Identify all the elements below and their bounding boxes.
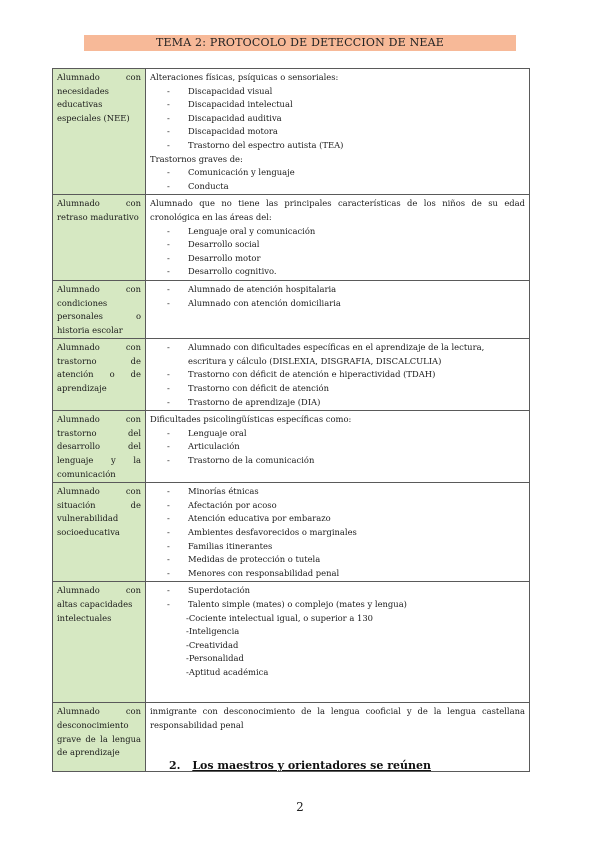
table-row xyxy=(53,69,530,195)
list-subitem: -Creatividad xyxy=(186,639,239,650)
list-subitem: -Aptitud académica xyxy=(186,666,269,677)
table-row xyxy=(53,339,530,411)
page-number: 2 xyxy=(296,800,304,814)
row-intro: Dificultades psicolingüísticas específicas como: xyxy=(150,414,352,425)
table-row xyxy=(53,582,530,703)
list-item: - Medidas de protección o tutela xyxy=(150,553,525,567)
row-content xyxy=(146,69,530,195)
row-content xyxy=(146,411,530,483)
list-item: - Atención educativa por embarazo xyxy=(150,512,525,526)
row-text: inmigrante con desconocimiento de la lengua cooficial y de la lengua castellana xyxy=(150,706,525,717)
list-item: - Trastorno del espectro autista (TEA) xyxy=(150,139,525,153)
section-number: 2. xyxy=(168,759,181,772)
section-heading xyxy=(0,759,600,772)
list-item: - Trastorno de aprendizaje (DIA) xyxy=(150,396,525,410)
row-content xyxy=(146,280,530,338)
list-item: - Discapacidad motora xyxy=(150,125,525,139)
row-label: Alumnado con necesidades educativas especiales (NEE) xyxy=(53,69,146,195)
row-label: Alumnado con retraso madurativo xyxy=(53,195,146,281)
list-item: - Discapacidad intelectual xyxy=(150,98,525,112)
list-item: - Desarrollo social xyxy=(150,238,525,252)
table-row xyxy=(53,411,530,483)
table-row xyxy=(53,280,530,338)
list-item: - Trastorno de la comunicación xyxy=(150,454,525,468)
list-item: - Ambientes desfavorecidos o marginales xyxy=(150,526,525,540)
list-item: - Minorías étnicas xyxy=(150,485,525,499)
list-item: - Desarrollo cognitivo. xyxy=(150,265,525,279)
list-item: - Discapacidad auditiva xyxy=(150,112,525,126)
list-item: - Discapacidad visual xyxy=(150,85,525,99)
row-intro: Alteraciones físicas, psíquicas o sensoriales: xyxy=(150,72,339,82)
row-label: Alumnado con condiciones personales o historia escolar xyxy=(53,280,146,338)
row-label: Alumnado con desconocimiento grave de la lengua de aprendizaje xyxy=(53,703,146,772)
row-content xyxy=(146,582,530,703)
section-title: Los maestros y orientadores se reúnen xyxy=(192,759,431,772)
list-item: - Comunicación y lenguaje xyxy=(150,166,525,180)
list-subitem: -Inteligencia xyxy=(186,626,240,637)
list-item: - Alumnado de atención hospitalaria xyxy=(150,283,525,297)
list-item: - Desarrollo motor xyxy=(150,252,525,266)
list-subitem: -Personalidad xyxy=(186,653,244,664)
list-item: - Afectación por acoso xyxy=(150,499,525,513)
row-label: Alumnado con trastorno del desarrollo del lenguaje y la comunicación xyxy=(53,411,146,483)
row-content xyxy=(146,195,530,281)
list-item: - Familias itinerantes xyxy=(150,540,525,554)
list-item: - Conducta xyxy=(150,180,525,194)
row-intro: Alumnado que no tiene las principales características de los niños de su edad cronológica en las áreas del: xyxy=(150,198,525,222)
row-intro: Trastornos graves de: xyxy=(150,153,243,164)
list-item: - Superdotación xyxy=(150,584,525,598)
list-item: - Lenguaje oral xyxy=(150,427,525,441)
list-item: - Alumnado con atención domiciliaria xyxy=(150,297,525,311)
neae-table xyxy=(52,68,530,772)
row-label: Alumnado con altas capacidades intelectuales xyxy=(53,582,146,703)
row-content xyxy=(146,483,530,582)
page-header: TEMA 2: PROTOCOLO DE DETECCION DE NEAE xyxy=(84,35,516,51)
row-text: responsabilidad penal xyxy=(150,719,244,730)
row-content xyxy=(146,339,530,411)
table-row xyxy=(53,483,530,582)
row-label: Alumnado con trastorno de atención o de aprendizaje xyxy=(53,339,146,411)
list-item: - Lenguaje oral y comunicación xyxy=(150,225,525,239)
list-item: - Articulación xyxy=(150,440,525,454)
list-item: - Trastorno con déficit de atención e hiperactividad (TDAH) xyxy=(150,368,525,382)
list-item: - Alumnado con dificultades específicas en el aprendizaje de la lectura, escritura y cálculo (DISLEXIA, DISGRAFIA, DISCALCULIA) xyxy=(150,341,525,368)
list-item: - Menores con responsabilidad penal xyxy=(150,567,525,581)
list-subitem: -Cociente intelectual igual, o superior a 130 xyxy=(186,612,373,623)
list-item: - Talento simple (mates) o complejo (mates y lengua) xyxy=(150,598,525,612)
table-row xyxy=(53,195,530,281)
list-item: - Trastorno con déficit de atención xyxy=(150,382,525,396)
row-label: Alumnado con situación de vulnerabilidad socioeducativa xyxy=(53,483,146,582)
